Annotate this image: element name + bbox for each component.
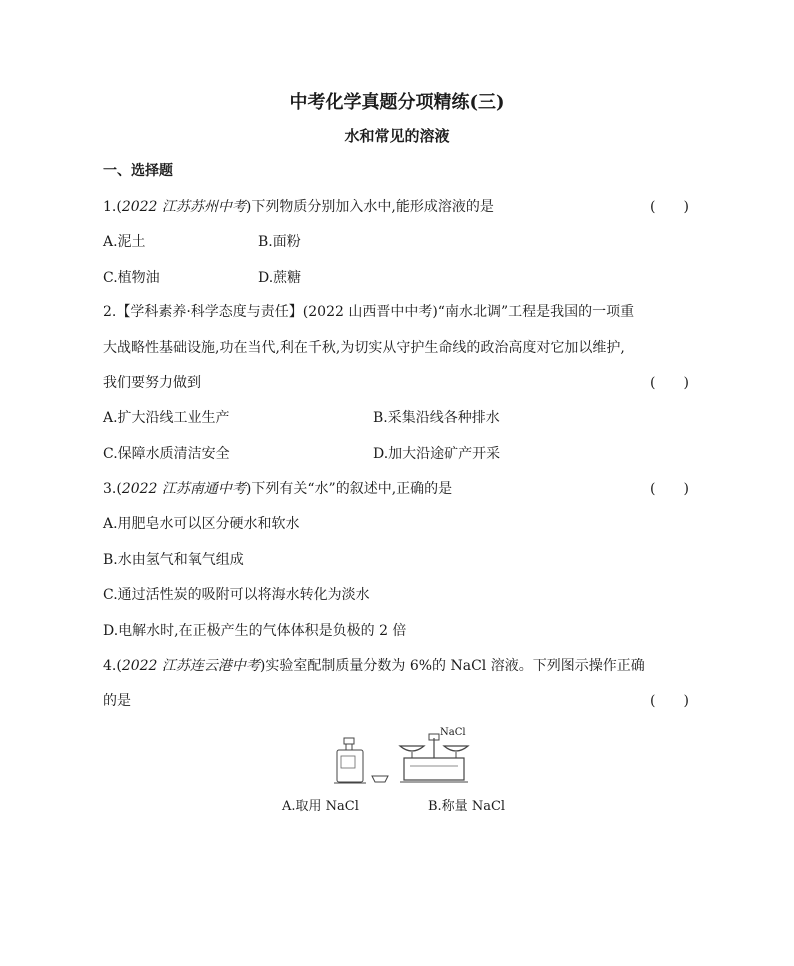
page-subtitle: 水和常见的溶液 xyxy=(344,127,450,145)
question-4-source: 2022 江苏连云港中考 xyxy=(121,658,260,674)
question-3-answer-bracket[interactable]: ( ) xyxy=(650,481,689,497)
question-1-source: 2022 江苏苏州中考 xyxy=(121,199,246,215)
question-3-text: )下列有关“水”的叙述中,正确的是 xyxy=(245,481,453,497)
question-2-line-1: 2.【学科素养·科学态度与责任】(2022 山西晋中中考)“南水北调”工程是我国的一项重 xyxy=(103,304,635,320)
figure-nacl-label: NaCl xyxy=(440,727,466,738)
figure-caption-b: B.称量 NaCl xyxy=(428,799,506,814)
question-1-answer-bracket[interactable]: ( ) xyxy=(650,199,689,215)
question-1-prefix: 1.( xyxy=(103,199,122,215)
question-4-stem xyxy=(103,656,645,676)
question-1-stem xyxy=(103,197,494,217)
question-2-option-a[interactable]: A.扩大沿线工业生产 xyxy=(103,410,230,426)
question-1-option-b[interactable]: B.面粉 xyxy=(258,234,301,250)
question-1-option-a[interactable]: A.泥土 xyxy=(103,234,146,250)
question-1-text: )下列物质分别加入水中,能形成溶液的是 xyxy=(245,199,494,215)
question-2-option-d[interactable]: D.加大沿途矿产开采 xyxy=(373,446,501,462)
question-2-option-c[interactable]: C.保障水质清洁安全 xyxy=(103,446,230,462)
question-2-answer-bracket[interactable]: ( ) xyxy=(650,375,689,391)
figure-caption-a: A.取用 NaCl xyxy=(282,799,359,814)
reagent-bottle-figure xyxy=(332,736,392,786)
question-3-prefix: 3.( xyxy=(103,481,122,497)
question-3-option-c[interactable]: C.通过活性炭的吸附可以将海水转化为淡水 xyxy=(103,587,370,603)
page-title: 中考化学真题分项精练(三) xyxy=(289,92,505,113)
question-3-option-d[interactable]: D.电解水时,在正极产生的气体体积是负极的 2 倍 xyxy=(103,623,407,639)
question-2-line-3: 我们要努力做到 xyxy=(103,375,201,391)
question-3-option-b[interactable]: B.水由氢气和氧气组成 xyxy=(103,552,244,568)
question-3-source: 2022 江苏南通中考 xyxy=(121,481,246,497)
question-2-option-b[interactable]: B.采集沿线各种排水 xyxy=(373,410,500,426)
question-4-answer-bracket[interactable]: ( ) xyxy=(650,693,689,709)
section-heading: 一、选择题 xyxy=(103,163,173,179)
question-1-option-d[interactable]: D.蔗糖 xyxy=(258,270,302,286)
question-1-option-c[interactable]: C.植物油 xyxy=(103,270,160,286)
question-3-stem xyxy=(103,479,452,499)
question-4-text: )实验室配制质量分数为 6%的 NaCl 溶液。下列图示操作正确 xyxy=(259,658,645,674)
question-2-line-2: 大战略性基础设施,功在当代,利在千秋,为切实从守护生命线的政治高度对它加以维护, xyxy=(103,340,625,356)
question-4-line-2: 的是 xyxy=(103,693,131,709)
question-3-option-a[interactable]: A.用肥皂水可以区分硬水和软水 xyxy=(103,516,300,532)
question-4-prefix: 4.( xyxy=(103,658,122,674)
